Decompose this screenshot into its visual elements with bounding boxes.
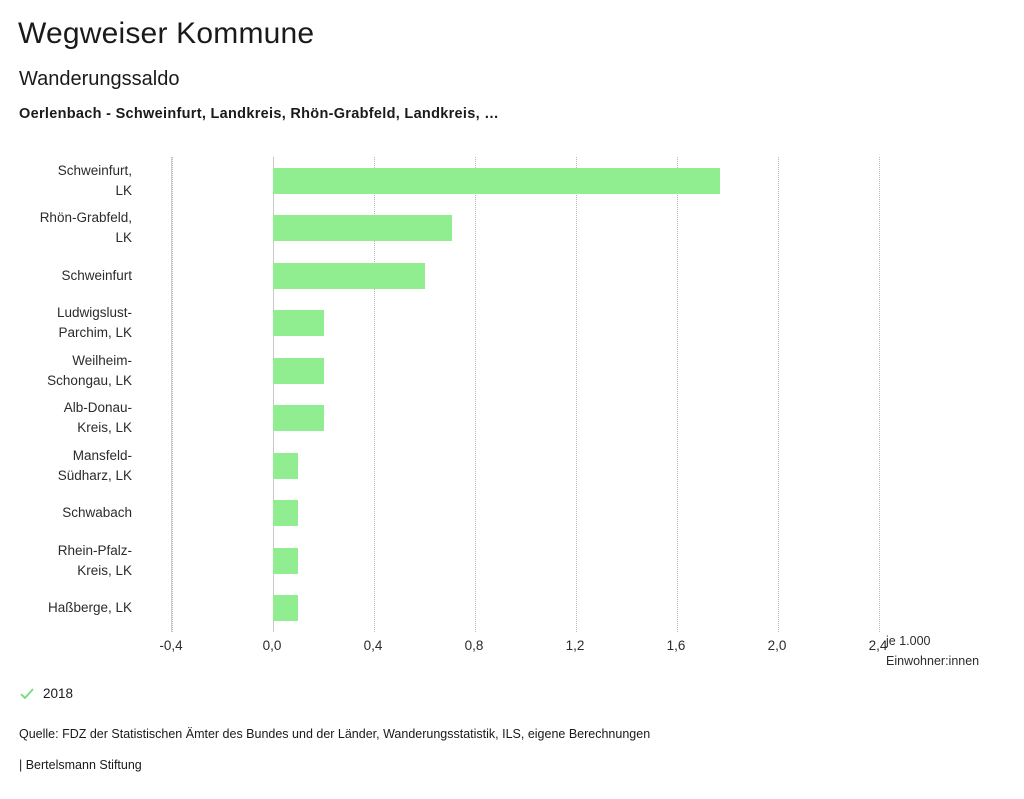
category-label-line: Ludwigslust-	[56, 305, 132, 321]
bar[interactable]	[273, 453, 298, 479]
x-axis-tick-label: 2,0	[767, 638, 787, 653]
category-label-line: Mansfeld-	[72, 447, 132, 463]
gridline	[879, 157, 880, 632]
category-label	[0, 503, 132, 523]
x-axis-tick-label: 0,4	[363, 638, 383, 653]
category-label-line: Schwabach	[62, 505, 132, 521]
category-label	[0, 598, 132, 618]
category-label-line: Schongau, LK	[47, 372, 132, 388]
category-label-line: Kreis, LK	[77, 420, 132, 436]
category-label	[0, 266, 132, 286]
category-label-line: Parchim, LK	[58, 325, 132, 341]
page-title: Wegweiser Kommune	[18, 17, 315, 50]
x-axis-tick-label: 2,4	[868, 638, 888, 653]
publisher-note: | Bertelsmann Stiftung	[19, 758, 142, 772]
plot-area	[171, 157, 878, 632]
category-label-line: Kreis, LK	[77, 562, 132, 578]
category-label	[0, 351, 132, 391]
category-label	[0, 303, 132, 343]
x-axis-tick-label: 0,0	[262, 638, 282, 653]
category-axis-labels	[0, 157, 160, 632]
x-axis-tick-label: -0,4	[159, 638, 183, 653]
bar-row	[172, 490, 878, 538]
category-label-line: Weilheim-	[72, 352, 132, 368]
bar[interactable]	[273, 215, 452, 241]
bar[interactable]	[273, 263, 425, 289]
category-label-line: Südharz, LK	[57, 467, 132, 483]
x-axis-tick-label: 0,8	[464, 638, 484, 653]
bar[interactable]	[273, 310, 324, 336]
bar[interactable]	[273, 595, 298, 621]
bar-row	[172, 347, 878, 395]
category-label-line: Schweinfurt	[61, 267, 132, 283]
bar[interactable]	[273, 405, 324, 431]
x-axis-tick-label: 1,6	[666, 638, 686, 653]
axis-unit-line-2: Einwohner:innen	[886, 654, 980, 668]
value-axis-labels	[159, 638, 888, 662]
category-label-line: LK	[115, 230, 132, 246]
category-label	[0, 161, 132, 201]
category-label	[0, 541, 132, 581]
bar[interactable]	[273, 358, 324, 384]
category-label-line: Rhön-Grabfeld,	[39, 210, 132, 226]
bar-row	[172, 252, 878, 300]
bar-row	[172, 442, 878, 490]
bar[interactable]	[273, 168, 720, 194]
bar-row	[172, 205, 878, 253]
category-label-line: Schweinfurt,	[57, 162, 132, 178]
category-label	[0, 446, 132, 486]
source-note: Quelle: FDZ der Statistischen Ämter des Bundes und der Länder, Wanderungsstatistik, ILS, eigene Berechnungen	[19, 727, 651, 741]
x-axis-tick-label: 1,2	[565, 638, 585, 653]
region-comparison-label: Oerlenbach - Schweinfurt, Landkreis, Rhön-Grabfeld, Landkreis, …	[19, 106, 500, 122]
bar[interactable]	[273, 500, 298, 526]
category-label-line: Haßberge, LK	[47, 600, 132, 616]
category-label	[0, 398, 132, 438]
category-label-line: LK	[115, 182, 132, 198]
category-label	[0, 208, 132, 248]
axis-unit-line-1: je 1.000	[886, 634, 931, 648]
chart-subtitle: Wanderungssaldo	[19, 68, 180, 90]
bar-row	[172, 300, 878, 348]
bar-row	[172, 157, 878, 205]
category-label-line: Alb-Donau-	[63, 400, 132, 416]
bar-chart	[0, 150, 1024, 668]
bar[interactable]	[273, 548, 298, 574]
bar-row	[172, 395, 878, 443]
legend[interactable]	[20, 686, 73, 701]
axis-unit-label	[886, 631, 1016, 671]
category-label-line: Rhein-Pfalz-	[57, 542, 132, 558]
bar-row	[172, 537, 878, 585]
bar-row	[172, 585, 878, 633]
legend-label: 2018	[43, 686, 74, 701]
check-icon	[20, 687, 34, 701]
bar-series	[172, 157, 878, 632]
